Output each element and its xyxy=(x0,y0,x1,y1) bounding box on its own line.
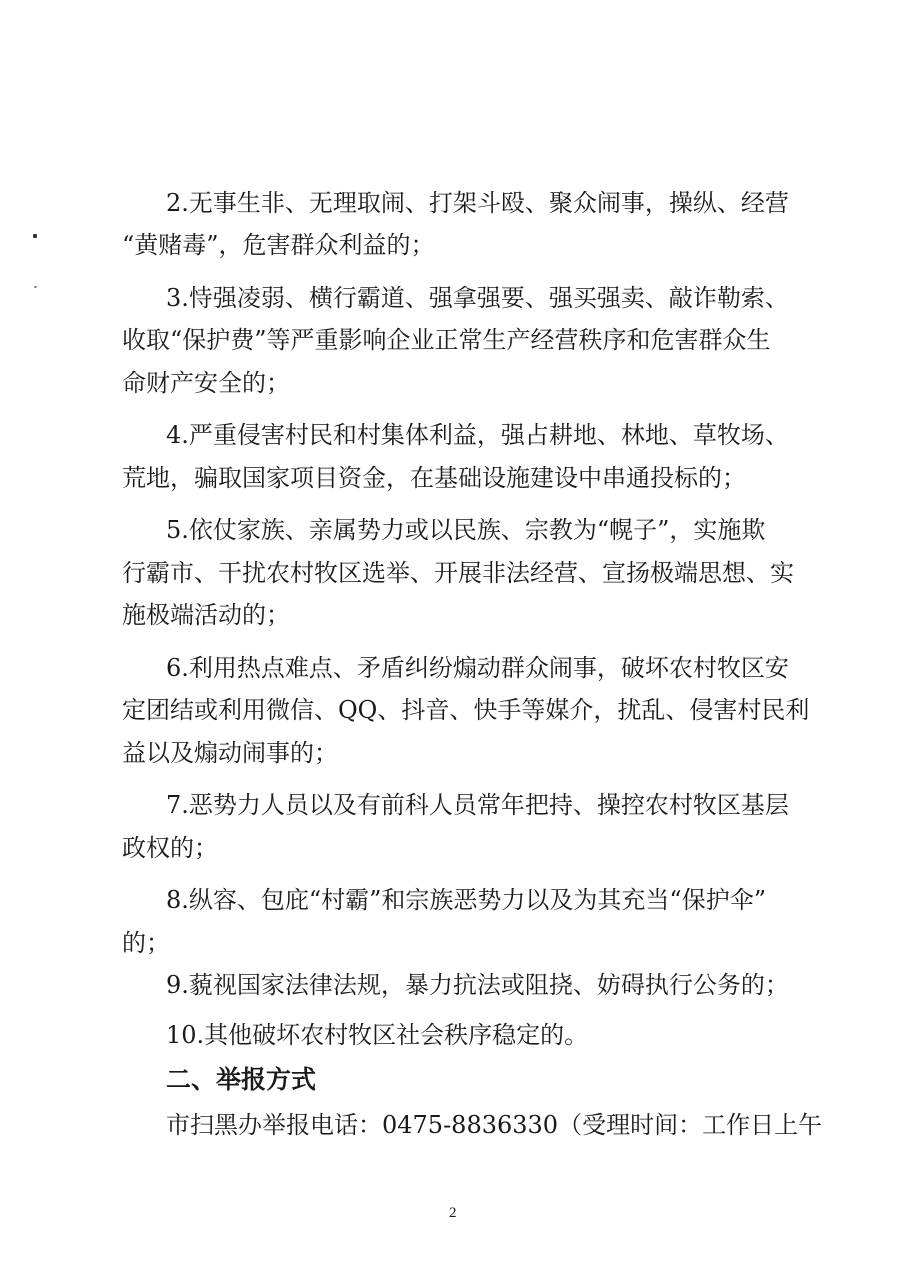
page-number: 2 xyxy=(449,1205,457,1221)
text-line-item5-part2: 行霸市、干扰农村牧区选举、开展非法经营、宣扬极端思想、实 xyxy=(122,559,794,587)
text-line-item8-part1: 8.纵容、包庇“村霸”和宗族恶势力以及为其充当“保护伞” xyxy=(166,886,766,914)
text-line-item3-part1: 3.恃强凌弱、横行霸道、强拿强要、强买强卖、敲诈勒索、 xyxy=(166,284,789,312)
text-line-report-phone: 市扫黑办举报电话：0475-8836330（受理时间：工作日上午 xyxy=(166,1111,823,1139)
text-line-item4-part2: 荒地，骗取国家项目资金，在基础设施建设中串通投标的； xyxy=(122,464,746,492)
text-line-item2-part2: “黄赌毒”，危害群众利益的； xyxy=(122,231,435,259)
section-heading-report-method: 二、举报方式 xyxy=(166,1065,317,1094)
text-line-item7-part2: 政权的； xyxy=(122,834,218,862)
text-line-item7-part1: 7.恶势力人员以及有前科人员常年把持、操控农村牧区基层 xyxy=(166,791,789,819)
text-line-item9: 9.藐视国家法律法规，暴力抗法或阻挠、妨碍执行公务的； xyxy=(166,971,789,999)
scan-speck-mark xyxy=(34,286,37,288)
text-line-item3-part3: 命财产安全的； xyxy=(122,369,290,397)
text-line-item2-part1: 2.无事生非、无理取闹、打架斗殴、聚众闹事，操纵、经营 xyxy=(166,189,789,217)
scan-dot-mark xyxy=(33,234,37,238)
text-line-item10: 10.其他破坏农村牧区社会秩序稳定的。 xyxy=(166,1021,589,1049)
text-line-item3-part2: 收取“保护费”等严重影响企业正常生产经营秩序和危害群众生 xyxy=(122,326,771,354)
text-line-item6-part3: 益以及煽动闹事的； xyxy=(122,739,338,767)
text-line-item5-part1: 5.依仗家族、亲属势力或以民族、宗教为“幌子”，实施欺 xyxy=(166,516,766,544)
text-line-item6-part1: 6.利用热点难点、矛盾纠纷煽动群众闹事，破坏农村牧区安 xyxy=(166,654,789,682)
text-line-item4-part1: 4.严重侵害村民和村集体利益，强占耕地、林地、草牧场、 xyxy=(166,421,789,449)
text-line-item6-part2: 定团结或利用微信、QQ、抖音、快手等媒介，扰乱、侵害村民利 xyxy=(122,696,810,724)
text-line-item5-part3: 施极端活动的； xyxy=(122,601,290,629)
text-line-item8-part2: 的； xyxy=(122,929,170,957)
